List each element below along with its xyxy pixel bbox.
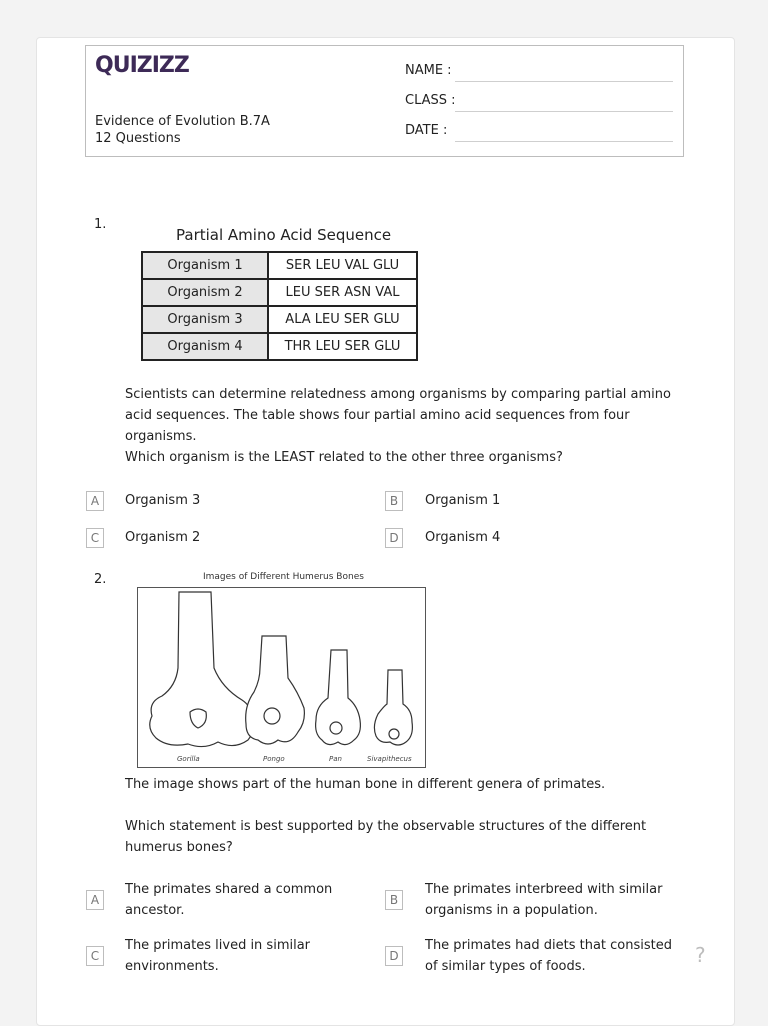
- option-b-text[interactable]: The primates interbreed with similar organisms in a population.: [425, 882, 663, 918]
- humerus-image-title: Images of Different Humerus Bones: [203, 572, 364, 582]
- option-d-text[interactable]: The primates had diets that consisted of similar types of foods.: [425, 938, 672, 974]
- sequence-cell: SER LEU VAL GLU: [268, 252, 417, 279]
- humerus-bones-image: [137, 587, 426, 768]
- date-label: DATE :: [405, 123, 448, 138]
- sequence-cell: LEU SER ASN VAL: [268, 279, 417, 306]
- option-a-letter[interactable]: A: [86, 890, 104, 910]
- name-line: [455, 81, 673, 82]
- option-c-letter[interactable]: C: [86, 528, 104, 548]
- pongo-bone: [246, 636, 305, 744]
- sequence-cell: ALA LEU SER GLU: [268, 306, 417, 333]
- question-1-prompt: Which organism is the LEAST related to the other three organisms?: [125, 450, 563, 465]
- option-c-text[interactable]: Organism 2: [125, 530, 201, 545]
- humerus-bones-drawing: [138, 588, 425, 767]
- organism-cell: Organism 3: [142, 306, 268, 333]
- organism-cell: Organism 4: [142, 333, 268, 360]
- amino-acid-table: [141, 251, 418, 361]
- question-1-text: Scientists can determine relatedness among organisms by comparing partial amino acid sequences. The table shows four partial amino acid sequences from four organisms.: [125, 387, 671, 444]
- question-1-number: 1.: [94, 217, 107, 232]
- option-a-letter[interactable]: A: [86, 491, 104, 511]
- option-c-letter[interactable]: C: [86, 946, 104, 966]
- quiz-title: Evidence of Evolution B.7A: [95, 114, 270, 129]
- option-b-text[interactable]: Organism 1: [425, 493, 501, 508]
- option-d-letter[interactable]: D: [385, 946, 403, 966]
- question-2-text: The image shows part of the human bone in different genera of primates.: [125, 777, 606, 792]
- question-count: 12 Questions: [95, 131, 181, 146]
- sequence-cell: THR LEU SER GLU: [268, 333, 417, 360]
- option-d-text[interactable]: Organism 4: [425, 530, 501, 545]
- option-b-letter[interactable]: B: [385, 890, 403, 910]
- bone-label-gorilla: Gorilla: [177, 755, 200, 763]
- table-row: [142, 279, 417, 306]
- amino-table-title: Partial Amino Acid Sequence: [176, 226, 392, 244]
- option-a-text[interactable]: The primates shared a common ancestor.: [125, 882, 333, 918]
- table-row: [142, 306, 417, 333]
- organism-cell: Organism 1: [142, 252, 268, 279]
- bone-label-sivapithecus: Sivapithecus: [367, 755, 412, 763]
- bone-label-pan: Pan: [329, 755, 342, 763]
- quizizz-logo: QUIZIZZ: [95, 53, 189, 78]
- class-line: [455, 111, 673, 112]
- table-row: [142, 252, 417, 279]
- option-d-letter[interactable]: D: [385, 528, 403, 548]
- name-label: NAME :: [405, 63, 452, 78]
- class-label: CLASS :: [405, 93, 456, 108]
- option-c-text[interactable]: The primates lived in similar environments.: [125, 938, 311, 974]
- help-icon[interactable]: ?: [695, 943, 706, 967]
- organism-cell: Organism 2: [142, 279, 268, 306]
- question-2-prompt: Which statement is best supported by the observable structures of the different humerus bones?: [125, 819, 647, 855]
- bone-label-pongo: Pongo: [263, 755, 285, 763]
- option-b-letter[interactable]: B: [385, 491, 403, 511]
- date-line: [455, 141, 673, 142]
- question-2-number: 2.: [94, 572, 107, 587]
- option-a-text[interactable]: Organism 3: [125, 493, 201, 508]
- table-row: [142, 333, 417, 360]
